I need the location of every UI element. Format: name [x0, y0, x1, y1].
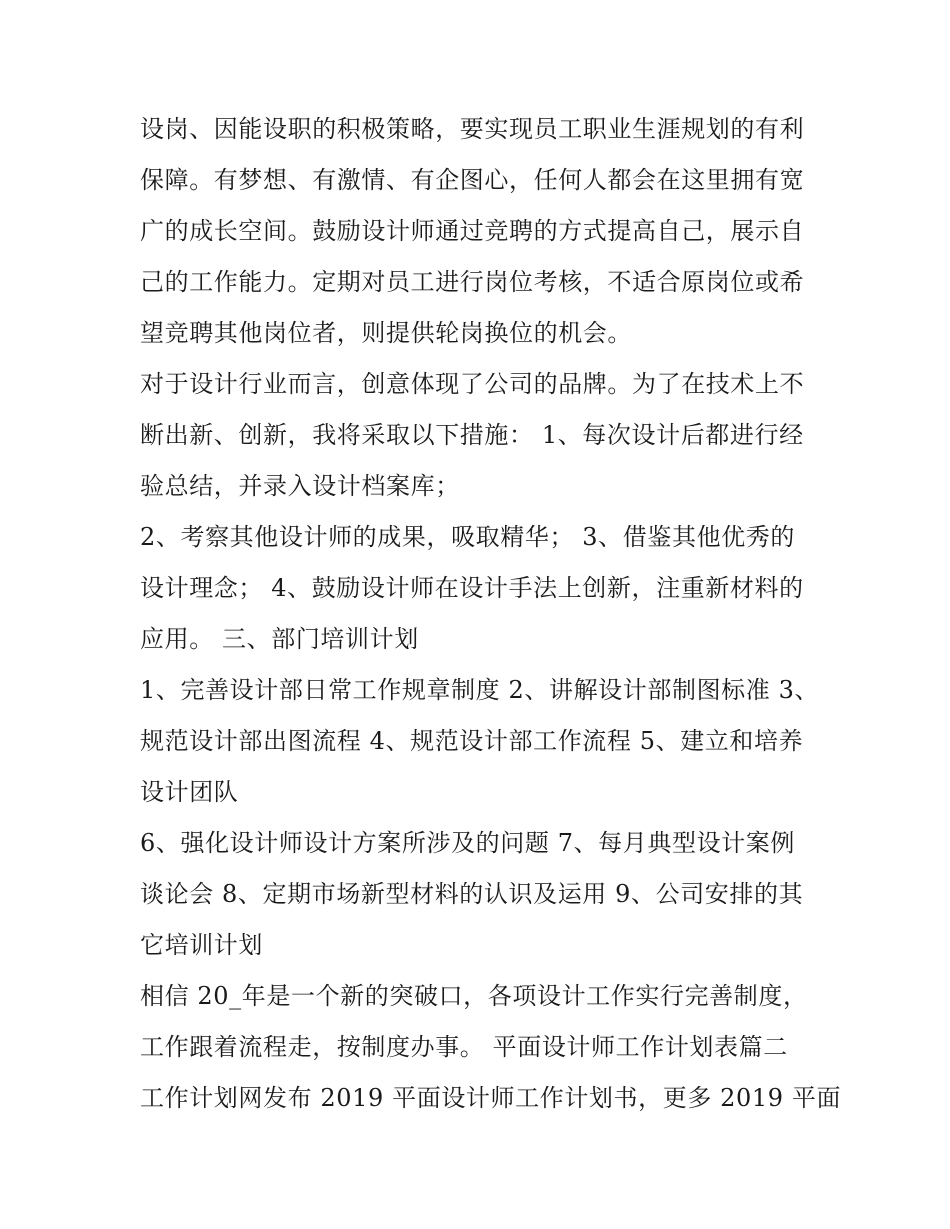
text-line: 6、强化设计师设计方案所涉及的问题 7、每月典型设计案例 — [140, 829, 795, 857]
text-line: 验总结，并录入设计档案库； — [140, 472, 460, 500]
text-line: 1、完善设计部日常工作规章制度 2、讲解设计部制图标准 3、 — [140, 676, 820, 704]
text-line: 工作计划网发布 2019 平面设计师工作计划书，更多 2019 平面 — [140, 1084, 842, 1112]
text-line: 广的成长空间。鼓励设计师通过竞聘的方式提高自己，展示自 — [140, 217, 805, 245]
text-line: 工作跟着流程走，按制度办事。 平面设计师工作计划表篇二 — [140, 1033, 788, 1061]
text-line: 谈论会 8、定期市场新型材料的认识及运用 9、公司安排的其 — [140, 880, 804, 908]
text-line: 对于设计行业而言，创意体现了公司的品牌。为了在技术上不 — [140, 370, 805, 398]
text-line: 己的工作能力。定期对员工进行岗位考核，不适合原岗位或希 — [140, 268, 805, 296]
text-line: 它培训计划 — [140, 931, 263, 959]
body-text — [140, 104, 840, 1124]
text-line: 相信 20_年是一个新的突破口，各项设计工作实行完善制度， — [140, 982, 808, 1010]
text-line: 保障。有梦想、有激情、有企图心，任何人都会在这里拥有宽 — [140, 166, 805, 194]
text-line: 断出新、创新，我将采取以下措施： 1、每次设计后都进行经 — [140, 421, 804, 449]
text-line: 应用。 三、部门培训计划 — [140, 625, 419, 653]
text-line: 2、考察其他设计师的成果，吸取精华； 3、借鉴其他优秀的 — [140, 523, 795, 551]
text-line: 设计理念； 4、鼓励设计师在设计手法上创新，注重新材料的 — [140, 574, 804, 602]
text-line: 设计团队 — [140, 778, 239, 806]
text-line: 望竞聘其他岗位者，则提供轮岗换位的机会。 — [140, 319, 632, 347]
text-line: 设岗、因能设职的积极策略，要实现员工职业生涯规划的有利 — [140, 115, 805, 143]
text-line: 规范设计部出图流程 4、规范设计部工作流程 5、建立和培养 — [140, 727, 804, 755]
